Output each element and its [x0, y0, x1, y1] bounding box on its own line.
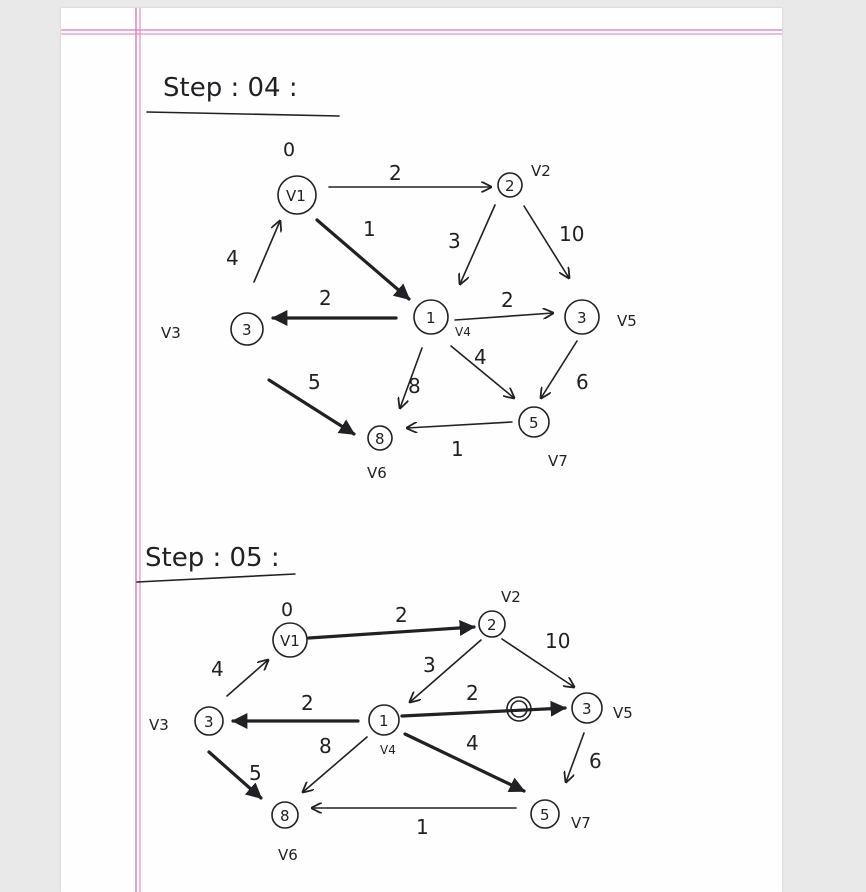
- source-distance-label: 0: [281, 599, 294, 621]
- edge-v3-v1: [227, 660, 268, 696]
- weight-v2-v4: 3: [448, 229, 461, 253]
- weight-v5-v7: 6: [576, 370, 589, 394]
- edge-v4-v6: [303, 737, 367, 792]
- node-label: V3: [161, 324, 181, 342]
- handwritten-notes: [61, 8, 782, 892]
- graph-node-v7: [519, 407, 568, 470]
- node-value: 3: [577, 309, 587, 327]
- node-value: 2: [505, 177, 515, 195]
- weight-v2-v4: 3: [423, 653, 436, 677]
- weight-v2-v5: 10: [559, 222, 585, 246]
- notebook-page: [61, 8, 782, 892]
- weight-v4-v7: 4: [466, 731, 479, 755]
- weight-v4-v3: 2: [319, 286, 332, 310]
- weight-v4-v5: 2: [501, 288, 514, 312]
- node-label: V5: [617, 312, 637, 330]
- weight-v4-v6: 8: [408, 374, 421, 398]
- edge-v1-v2: [309, 627, 474, 638]
- weight-v4-v6: 8: [319, 734, 332, 758]
- title-underline: [137, 574, 295, 582]
- graph-node-v3: [149, 707, 223, 735]
- weight-v3-v6: 5: [308, 370, 321, 394]
- edge-v7-v6: [407, 422, 512, 428]
- graph-node-v3: [161, 313, 263, 345]
- node-label: V6: [278, 846, 298, 864]
- graph-node-v2: [479, 588, 521, 637]
- node-label: V4: [380, 743, 396, 757]
- node-value: 3: [204, 713, 214, 731]
- weight-v3-v6: 5: [249, 761, 262, 785]
- node-label: V3: [149, 716, 169, 734]
- edge-v2-v4: [460, 205, 495, 284]
- node-label: V4: [455, 325, 471, 339]
- node-label: V2: [531, 162, 551, 180]
- graph-node-v4: [369, 705, 399, 757]
- node-label: V6: [367, 464, 387, 482]
- edge-v5-v7: [566, 733, 584, 782]
- node-value: 5: [529, 414, 539, 432]
- node-value: 5: [540, 806, 550, 824]
- node-label: V2: [501, 588, 521, 606]
- graph-node-v6: [272, 802, 298, 864]
- graph-node-v7: [531, 800, 591, 832]
- node-value: 1: [379, 712, 389, 730]
- weight-v3-v1: 4: [226, 246, 239, 270]
- node-value: 1: [426, 309, 436, 327]
- node-label: V7: [571, 814, 591, 832]
- graph-node-v1: [273, 623, 307, 657]
- weight-v4-v5: 2: [466, 681, 479, 705]
- edge-v4-v5: [402, 708, 565, 716]
- graph-node-v6: [367, 426, 392, 482]
- edge-v4-v7: [405, 734, 524, 791]
- weight-v4-v7: 4: [474, 345, 487, 369]
- weight-v1-v2: 2: [389, 161, 402, 185]
- graph-node-v1: [278, 176, 316, 214]
- node-value: 3: [582, 700, 592, 718]
- weight-v1-v4: 1: [363, 217, 376, 241]
- edge-v3-v1: [254, 221, 280, 282]
- graph-node-v5: [572, 693, 633, 723]
- node-label: V1: [286, 187, 306, 205]
- title-underline: [147, 112, 339, 116]
- node-value: 8: [280, 807, 290, 825]
- node-value: 3: [242, 321, 252, 339]
- node-value: 8: [375, 430, 385, 448]
- weight-v3-v1: 4: [211, 657, 224, 681]
- edge-v5-v7: [541, 341, 577, 398]
- weight-v5-v7: 6: [589, 749, 602, 773]
- section-step-04: [147, 73, 637, 482]
- weight-v1-v2: 2: [395, 603, 408, 627]
- weight-v7-v6: 1: [416, 815, 429, 839]
- edge-v4-v5: [455, 313, 553, 320]
- graph-node-v2: [498, 162, 551, 197]
- section-title: Step : 04 :: [163, 73, 298, 103]
- node-value: 2: [487, 616, 497, 634]
- node-label: V7: [548, 452, 568, 470]
- source-distance-label: 0: [283, 139, 296, 161]
- graph-node-v5: [565, 300, 637, 334]
- weight-v4-v3: 2: [301, 691, 314, 715]
- node-label: V1: [280, 632, 300, 650]
- weight-v7-v6: 1: [451, 437, 464, 461]
- weight-v2-v5: 10: [545, 629, 571, 653]
- section-step-05: [137, 543, 633, 864]
- section-title: Step : 05 :: [145, 543, 280, 573]
- node-label: V5: [613, 704, 633, 722]
